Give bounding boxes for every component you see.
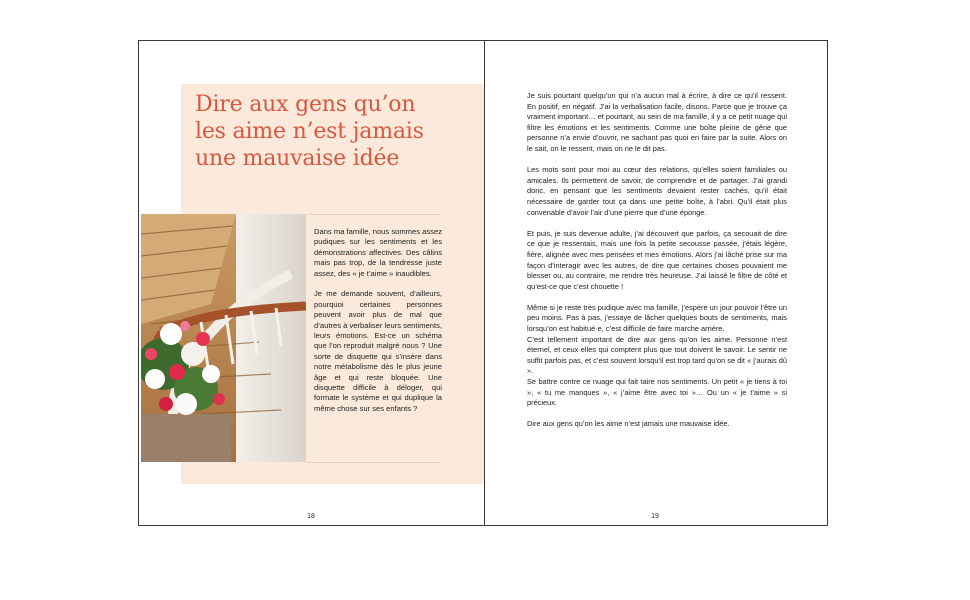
left-page-body xyxy=(314,227,442,425)
body-paragraph: Je me demande souvent, d’ailleurs, pourquoi certaines personnes peuvent avoir plus de mal que d’autres à verbaliser leurs sentiments, leurs émotions. Est-ce un schéma que l’on reproduit malgré nous ? Une sorte de disquette qui s’insère dans notre métabolisme dès le plus jeune âge et qui reste bloquée. Une disquette difficile à déloger, qui formate le système et qui duplique la même chose sur ses enfants ? xyxy=(314,289,442,413)
photo-bottom-rule xyxy=(307,462,440,463)
body-paragraph: Je suis pourtant quelqu’un qui n’a aucun mal à écrire, à dire ce qu’il ressent. En positif, en négatif. J’ai la verbalisation facile, disons. Parce que je trouve ça vraiment important… et pourtant, au sein de ma famille, il y a ce petit nuage qui filtre les émotions et les sentiments. Comme une boîte pleine de gêne que personne n’a envie d’ouvrir, ne sachant pas quoi en faire par la suite. Alors on le sait, on le ressent, mais on ne le dit pas. xyxy=(527,91,787,153)
body-paragraph: Dans ma famille, nous sommes assez pudiques sur les sentiments et les démonstrations affectives. Des câlins mais pas trop, de la tendresse juste assez, des « je t’aime » inaudibles. xyxy=(314,227,442,278)
body-paragraph: Les mots sont pour moi au cœur des relations, qu’elles soient familiales ou amicales. Ils permettent de savoir, de comprendre et de partager. J’ai grandi donc, en pensant que les sentiments devaient rester cachés, qu’il était nécessaire de garder tout ça dans une petite boîte, à l’abri. Qu’il était plus convenable d’avoir l’air d’une pierre que d’une éponge. xyxy=(527,165,787,217)
left-page xyxy=(139,41,484,525)
chapter-title: Dire aux gens qu’on les aime n’est jamais une mauvaise idée xyxy=(195,92,424,171)
photo-top-rule xyxy=(307,214,440,215)
body-paragraph: C’est tellement important de dire aux gens qu’on les aime. Personne n’est éternel, et ceux·elles qui comptent plus que tout doivent le savoir. Le sentir ne suffit parfois pas, et c’est souvent lorsqu’il est trop tard qu’on se dit « j’aurais dû ». xyxy=(527,334,787,376)
page-number: 18 xyxy=(307,513,315,520)
closing-line: Dire aux gens qu’on les aime n’est jamais une mauvaise idée. xyxy=(527,419,730,429)
photo-illustration xyxy=(141,214,306,462)
page-number: 19 xyxy=(651,513,659,520)
body-paragraph: Et puis, je suis devenue adulte, j’ai découvert que parfois, ça secouait de dire ce que je ressentais, mais une fois la petite secousse passée, j’étais légère, fière, alignée avec mes pensées et mes émotions. Alors j’ai lâché prise sur ma façon d’interagir avec les autres, de dire que certaines choses pouvaient me blesser ou, au contraire, me rendre très heureuse. J’ai laissé le filtre de côté et qu’est-ce que c’est chouette ! xyxy=(527,228,787,291)
staircase-flowers-photo xyxy=(141,214,306,462)
body-paragraph: Se battre contre ce nuage qui fait taire nos sentiments. Un petit « je tiens à toi », « tu me manques », « j’aime être avec toi »… Ou un « je t’aime » si précieux. xyxy=(527,377,787,408)
right-page-body xyxy=(527,91,787,441)
book-spread xyxy=(138,40,828,526)
body-paragraph: Même si je reste très pudique avec ma famille, j’espère un jour pouvoir l’être un peu moins. Pas à pas, j’essaye de lâcher quelques bouts de sentiments, mais lorsqu’on est habitué·e, c’est difficile de faire marche arrière. xyxy=(527,302,787,334)
right-page xyxy=(485,41,828,525)
